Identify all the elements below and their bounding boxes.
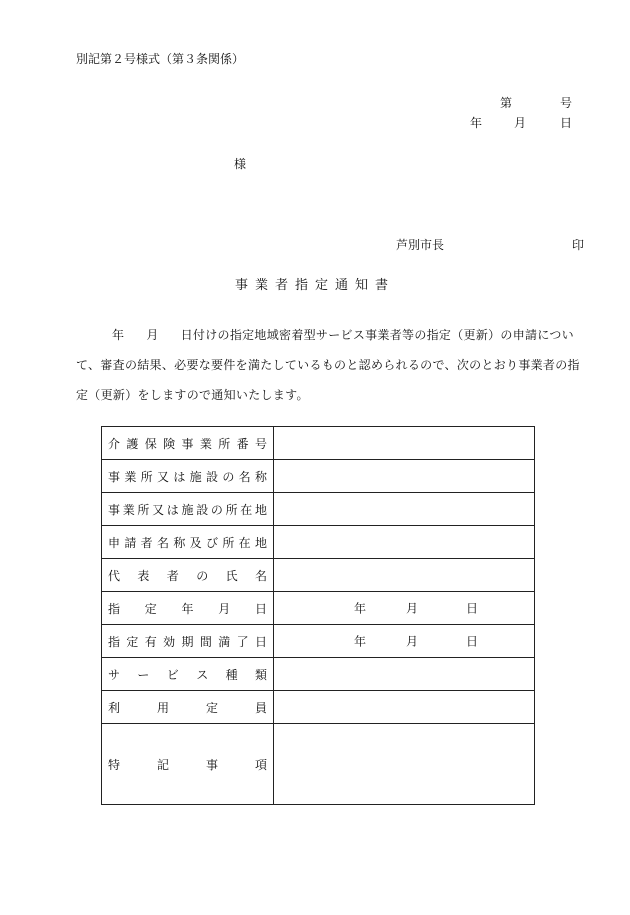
document-title: 事業者指定通知書 — [234, 278, 395, 293]
issuer: 芦別市長 — [396, 238, 445, 252]
number-suffix: 号 — [560, 96, 573, 110]
expiry-date-field[interactable] — [274, 625, 535, 658]
row-label: 利用定員 — [102, 691, 274, 724]
row-label: 特記事項 — [102, 724, 274, 805]
date-year: 年 — [354, 601, 367, 616]
issue-month: 月 — [514, 116, 527, 130]
office-number-field[interactable] — [274, 427, 535, 460]
designation-date-field[interactable] — [274, 592, 535, 625]
addressee: 様 — [234, 157, 247, 171]
applicant-field[interactable] — [274, 526, 535, 559]
date-day: 日 — [466, 634, 479, 649]
row-label: 事業所又は施設の所在地 — [102, 493, 274, 526]
facility-address-field[interactable] — [274, 493, 535, 526]
row-label: 事業所又は施設の名称 — [102, 460, 274, 493]
table-row — [102, 592, 535, 625]
row-label: 代表者の氏名 — [102, 559, 274, 592]
service-type-field[interactable] — [274, 658, 535, 691]
body-paragraph — [76, 320, 588, 410]
number-prefix: 第 — [500, 96, 513, 110]
table-row — [102, 625, 535, 658]
table-row — [102, 460, 535, 493]
body-month: 月 — [146, 328, 159, 342]
form-label: 別記第２号様式（第３条関係） — [76, 52, 245, 66]
date-month: 月 — [406, 634, 419, 649]
notice-table — [101, 426, 535, 805]
table-row — [102, 427, 535, 460]
date-day: 日 — [466, 601, 479, 616]
body-text: 日付けの指定地域密着型サービス事業者等の指定（更新）の申請について、審査の結果、必要な要件を満たしているものと認められるので、次のとおり事業者の指定（更新）をしますので通知いたします。 — [76, 328, 580, 402]
issue-day: 日 — [560, 116, 573, 130]
row-label: サービス種類 — [102, 658, 274, 691]
capacity-field[interactable] — [274, 691, 535, 724]
facility-name-field[interactable] — [274, 460, 535, 493]
date-month: 月 — [406, 601, 419, 616]
issue-year: 年 — [470, 116, 483, 130]
row-label: 指定年月日 — [102, 592, 274, 625]
table-row — [102, 724, 535, 805]
table-row — [102, 526, 535, 559]
remarks-field[interactable] — [274, 724, 535, 805]
table-row — [102, 691, 535, 724]
row-label: 介護保険事業所番号 — [102, 427, 274, 460]
body-year: 年 — [112, 328, 125, 342]
table-row — [102, 658, 535, 691]
row-label: 申請者名称及び所在地 — [102, 526, 274, 559]
table-row — [102, 493, 535, 526]
seal-mark: 印 — [572, 238, 585, 252]
representative-field[interactable] — [274, 559, 535, 592]
date-year: 年 — [354, 634, 367, 649]
row-label: 指定有効期間満了日 — [102, 625, 274, 658]
table-row — [102, 559, 535, 592]
